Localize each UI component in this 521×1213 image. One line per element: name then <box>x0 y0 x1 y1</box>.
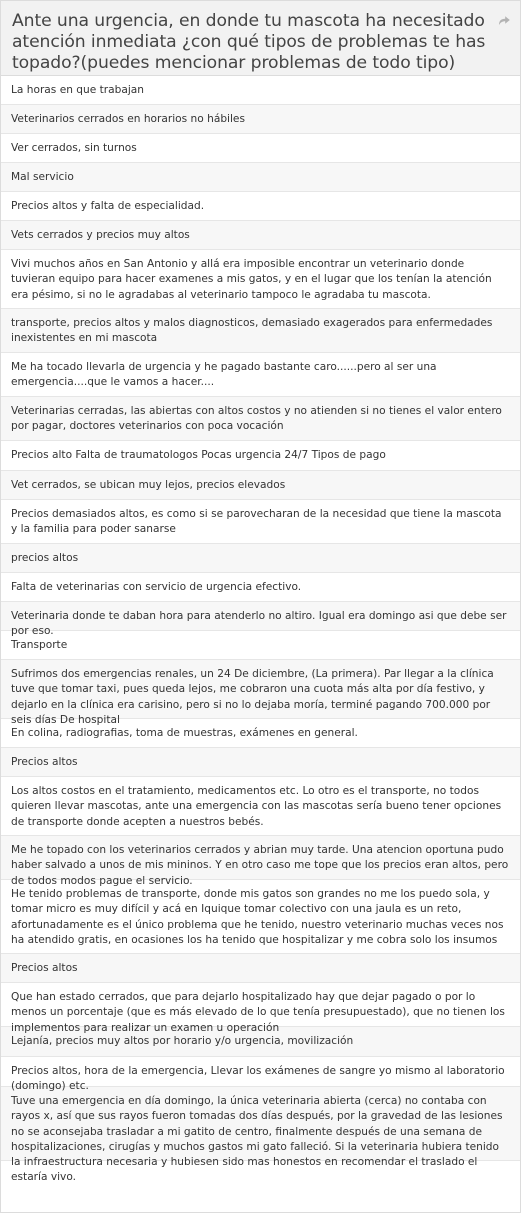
answer-row: Veterinarias cerradas, las abiertas con altos costos y no atienden si no tienes el valor entero por pagar, doctores veterinarios con poca vocación <box>1 397 520 441</box>
answer-row: Vet cerrados, se ubican muy lejos, precios elevados <box>1 471 520 500</box>
answer-row: Vivi muchos años en San Antonio y allá era imposible encontrar un veterinario donde tuvieran equipo para hacer examenes a mis gatos, y en el lugar que los tenían la atención era pésimo, si no le agradabas al veterinario tampoco le agradaba tu mascota. <box>1 250 520 309</box>
share-arrow-icon[interactable] <box>497 12 511 26</box>
answer-row: Veterinarios cerrados en horarios no hábiles <box>1 105 520 134</box>
answer-row: Precios altos y falta de especialidad. <box>1 192 520 221</box>
answer-row: precios altos <box>1 544 520 573</box>
answer-row: Falta de veterinarias con servicio de urgencia efectivo. <box>1 573 520 602</box>
answer-row: Que han estado cerrados, que para dejarlo hospitalizado hay que dejar pagado o por lo menos un porcentaje (que es más elevado de lo que tenía presupuestado), que no tienen los implementos para realizar un examen u operación <box>1 983 520 1027</box>
answer-row: Me ha tocado llevarla de urgencia y he pagado bastante caro......pero al ser una emergencia....que le vamos a hacer.... <box>1 353 520 397</box>
answer-row: Precios altos, hora de la emergencia, Llevar los exámenes de sangre yo mismo al laboratorio (domingo) etc. <box>1 1057 520 1087</box>
answer-row: He tenido problemas de transporte, donde mis gatos son grandes no me los puedo sola, y tomar micro es muy difícil y acá en Iquique tomar colectivo con una jaula es un reto, afortunadamente es el único problema que he tenido, nuestro veterinario muchas veces nos ha atendido gratis, en ocasiones los ha tenido que hospitalizar y me cobra solo los insumos <box>1 880 520 954</box>
share-arrow-glyph <box>497 13 511 27</box>
answers-list <box>1 76 520 1184</box>
answer-row: Precios demasiados altos, es como si se parovecharan de la necesidad que tiene la mascota y la familia para poder sanarse <box>1 500 520 544</box>
answer-row: Vets cerrados y precios muy altos <box>1 221 520 250</box>
answer-row: Mal servicio <box>1 163 520 192</box>
answer-row: Transporte <box>1 631 520 660</box>
answer-row: Ver cerrados, sin turnos <box>1 134 520 163</box>
answer-row: Veterinaria donde te daban hora para atenderlo no altiro. Igual era domingo asi que debe ser por eso. <box>1 602 520 631</box>
answer-row: Lejanía, precios muy altos por horario y/o urgencia, movilización <box>1 1027 520 1057</box>
answer-row: En colina, radiografias, toma de muestras, exámenes en general. <box>1 719 520 748</box>
answer-row: transporte, precios altos y malos diagnosticos, demasiado exagerados para enfermedades inexistentes en mi mascota <box>1 309 520 353</box>
answer-row: Tuve una emergencia en día domingo, la única veterinaria abierta (cerca) no contaba con rayos x, así que sus rayos fueron tomadas dos días después, por la gravedad de las lesiones no se aconsejaba trasladar a mi gatito de centro, finalmente después de una semana de hospitalizaciones, cirugías y muchos gastos mi gato falleció. Si la veterinaria hubiera tenido la infraestructura necesaria y hubiesen sido mas honestos en recomendar el traslado el estaría vivo. <box>1 1087 520 1161</box>
answer-row: Precios altos <box>1 954 520 983</box>
answer-row: Precios alto Falta de traumatologos Pocas urgencia 24/7 Tipos de pago <box>1 441 520 471</box>
question-title: Ante una urgencia, en donde tu mascota ha necesitado atención inmediata ¿con qué tipos de problemas te has topado?(puedes mencionar problemas de todo tipo) <box>12 11 486 73</box>
answer-row: Precios altos <box>1 748 520 777</box>
answer-row: La horas en que trabajan <box>1 76 520 105</box>
answer-row: Sufrimos dos emergencias renales, un 24 De diciembre, (La primera). Par llegar a la clínica tuve que tomar taxi, pues queda lejos, me cobraron una cuota más alta por día festivo, y dejarlo en la clínica era carisino, pero si no lo dejaba moría, terminé pagando 700.000 por seis días De hospital <box>1 660 520 719</box>
answer-row: Me he topado con los veterinarios cerrados y abrian muy tarde. Una atencion oportuna pudo haber salvado a unos de mis mininos. Y en otro caso me tope que los precios eran altos, pero de todos modos pague el servicio. <box>1 836 520 880</box>
question-header <box>1 1 520 76</box>
answer-row: Los altos costos en el tratamiento, medicamentos etc. Lo otro es el transporte, no todos quieren llevar mascotas, ante una emergencia con las mascotas sería bueno tener opciones de transporte donde acepten a nuestros bebés. <box>1 777 520 836</box>
